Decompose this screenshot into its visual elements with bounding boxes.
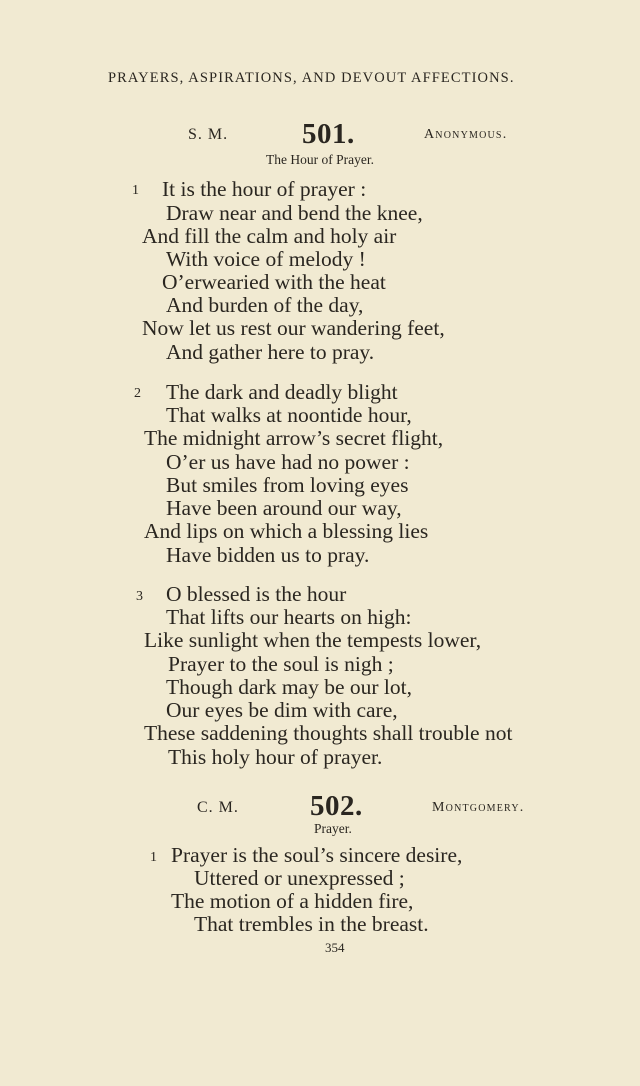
- verse-line: But smiles from loving eyes: [166, 473, 409, 497]
- verse-line: And lips on which a blessing lies: [144, 519, 429, 543]
- hymn-501-header: [0, 118, 640, 154]
- hymn-meter: C. M.: [197, 799, 239, 816]
- running-head: PRAYERS, ASPIRATIONS, AND DEVOUT AFFECTIONS.: [108, 70, 515, 86]
- stanza-number: 1: [132, 183, 139, 198]
- stanza-number: 2: [134, 386, 141, 401]
- page-number: 354: [325, 940, 345, 955]
- verse-line: And fill the calm and holy air: [142, 224, 397, 248]
- verse-line: Our eyes be dim with care,: [166, 698, 398, 722]
- verse-line: With voice of melody !: [166, 247, 366, 271]
- verse-line: These saddening thoughts shall trouble not: [144, 721, 513, 745]
- verse-line: Prayer to the soul is nigh ;: [168, 652, 394, 676]
- verse-line: The midnight arrow’s secret flight,: [144, 426, 444, 450]
- verse-line: Now let us rest our wandering feet,: [142, 316, 445, 340]
- verse-line: And burden of the day,: [166, 293, 364, 317]
- verse-line: Have been around our way,: [166, 496, 402, 520]
- hymn-title: Prayer.: [314, 821, 352, 836]
- hymn-number: 502.: [310, 790, 363, 822]
- verse-line: Like sunlight when the tempests lower,: [144, 628, 482, 652]
- verse-line: O’erwearied with the heat: [162, 270, 386, 294]
- verse-line: The dark and deadly blight: [166, 380, 398, 404]
- verse-line: That lifts our hearts on high:: [166, 605, 412, 629]
- verse-line: It is the hour of prayer :: [162, 177, 367, 201]
- verse-line: Uttered or unexpressed ;: [194, 866, 405, 890]
- verse-line: That walks at noontide hour,: [166, 403, 412, 427]
- verse-line: Draw near and bend the knee,: [166, 201, 423, 225]
- stanza-number: 3: [136, 589, 143, 604]
- verse-line: That trembles in the breast.: [194, 912, 429, 936]
- verse-line: This holy hour of prayer.: [168, 745, 383, 769]
- verse-line: O’er us have had no power :: [166, 450, 410, 474]
- hymn-author: Anonymous.: [424, 127, 508, 142]
- hymn-title: The Hour of Prayer.: [266, 152, 374, 167]
- verse-line: Have bidden us to pray.: [166, 543, 370, 567]
- verse-line: O blessed is the hour: [166, 582, 347, 606]
- hymn-number: 501.: [302, 118, 355, 150]
- verse-line: The motion of a hidden fire,: [171, 889, 414, 913]
- hymn-meter: S. M.: [188, 126, 229, 143]
- stanza-number: 1: [150, 850, 157, 865]
- verse-line: Though dark may be our lot,: [166, 675, 413, 699]
- hymn-502-header: [0, 788, 640, 824]
- verse-line: And gather here to pray.: [166, 340, 375, 364]
- verse-line: Prayer is the soul’s sincere desire,: [171, 843, 463, 867]
- hymn-author: Montgomery.: [432, 800, 525, 815]
